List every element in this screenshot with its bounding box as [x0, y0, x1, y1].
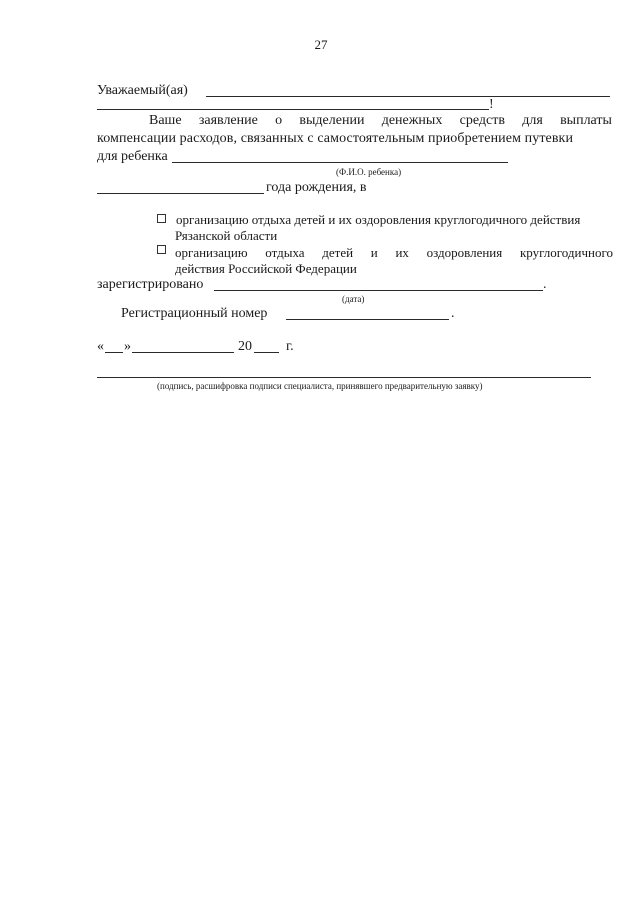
recipient-name-line-2: [97, 109, 489, 110]
child-caption: (Ф.И.О. ребенка): [336, 167, 402, 177]
registered-label: зарегистрировано: [97, 277, 204, 292]
option-2-word: круглогодичного: [519, 245, 613, 260]
body-word: Ваше: [149, 113, 182, 128]
date-year-suffix: г.: [286, 339, 294, 354]
body-word: выделении: [299, 113, 365, 128]
body-word: о: [275, 113, 283, 128]
recipient-name-line: [206, 96, 610, 97]
option-1: [157, 212, 580, 227]
registered-date-line: [214, 290, 543, 291]
page-number: 27: [314, 37, 328, 52]
body-line-2: компенсации расходов, связанных с самостоятельным приобретением путевки: [97, 131, 574, 146]
body-word: средств: [459, 113, 505, 128]
greeting-label: Уважаемый(ая): [97, 83, 188, 98]
date-year-line: [254, 352, 279, 353]
option-2-line-2: действия Российской Федерации: [175, 261, 357, 276]
option-2-checkbox[interactable]: [157, 245, 166, 254]
body-word: денежных: [381, 113, 443, 128]
option-2-word: организацию: [175, 245, 248, 260]
child-label: для ребенка: [97, 149, 168, 164]
exclamation-mark: !: [489, 97, 494, 112]
date-day-line: [105, 352, 123, 353]
body-line-1: [149, 113, 612, 129]
option-2-word: и: [370, 245, 378, 260]
option-2-word: их: [395, 245, 409, 260]
date-caption: (дата): [342, 294, 365, 304]
child-name-line: [172, 162, 508, 163]
registration-number-end: .: [451, 306, 455, 321]
registration-number-label: Регистрационный номер: [121, 306, 268, 321]
signature-caption: (подпись, расшифровка подписи специалиста, принявшего предварительную заявку): [157, 381, 483, 391]
body-word: выплаты: [560, 113, 612, 128]
option-2-word: оздоровления: [426, 245, 503, 260]
date-close-quote: »: [124, 339, 131, 354]
option-1-line-1: организацию отдыха детей и их оздоровления круглогодичного действия: [176, 212, 581, 227]
date-year-prefix: 20: [238, 339, 252, 354]
body-word: для: [522, 113, 543, 128]
date-month-line: [132, 352, 234, 353]
date-open-quote: «: [97, 339, 104, 354]
option-2-line-1: [175, 245, 613, 260]
birth-year-label: года рождения, в: [266, 180, 367, 195]
option-2-word: отдыха: [265, 245, 305, 260]
registered-end: .: [543, 277, 547, 292]
option-2: [157, 245, 176, 254]
option-1-checkbox[interactable]: [157, 214, 166, 223]
birth-year-line: [97, 193, 264, 194]
signature-line: [97, 377, 591, 378]
option-1-line-2: Рязанской области: [175, 228, 278, 243]
registration-number-line: [286, 319, 449, 320]
option-2-word: детей: [322, 245, 354, 260]
body-word: заявление: [198, 113, 258, 128]
